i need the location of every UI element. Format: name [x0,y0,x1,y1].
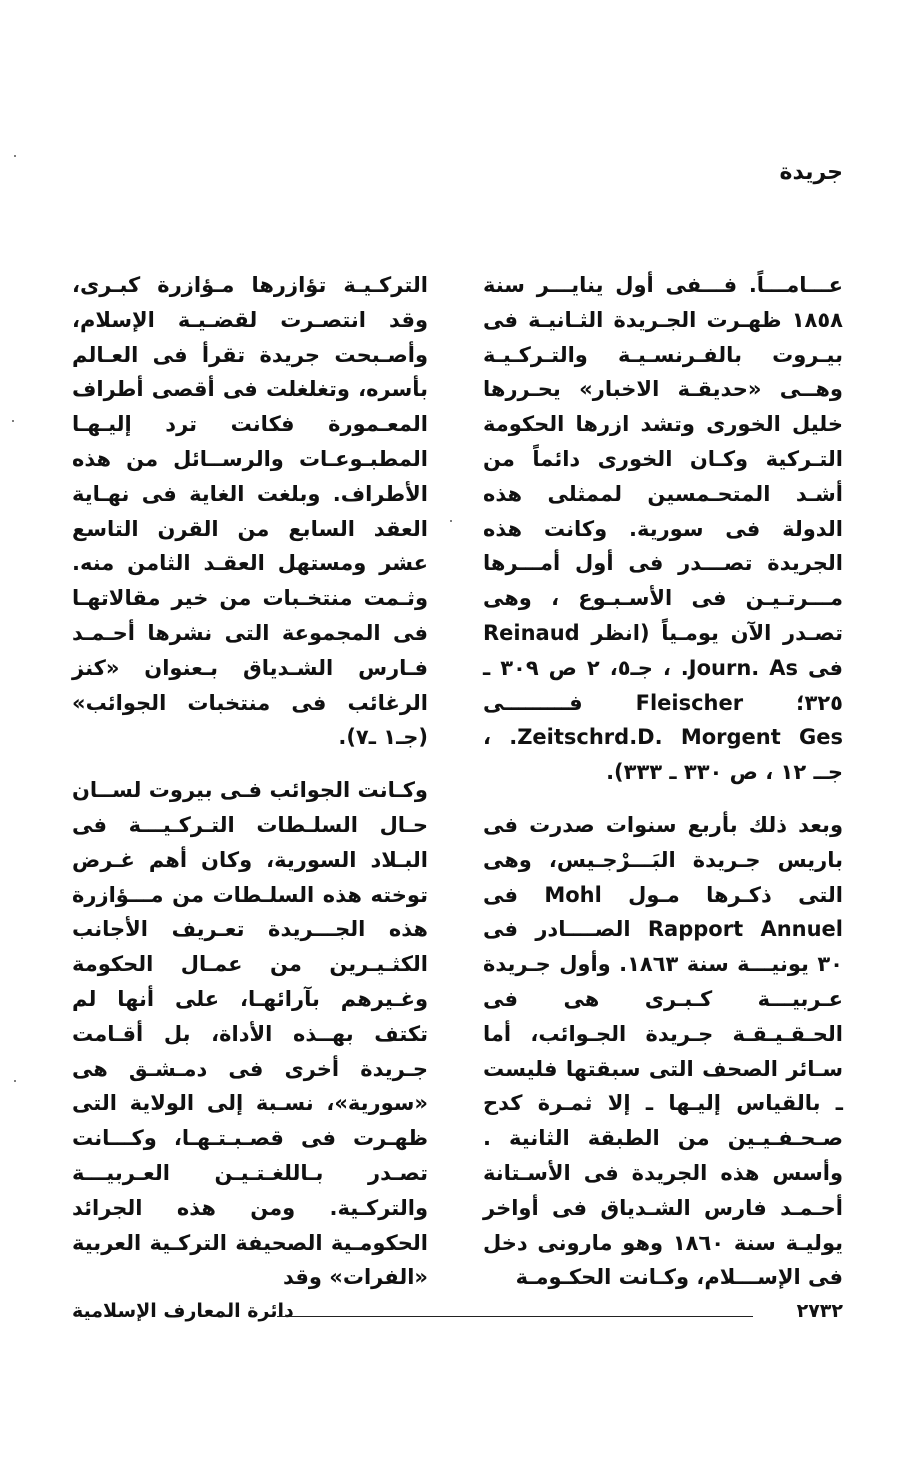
paragraph-right-1: عـــامـــاً. فـــفی أول ينايـــر سنة ١٨٥٨ ظهـرت الجـريدة الثـانيـة فی بيـروت بالفـرنسـيـة والتـركـيـة وهــی «حديقـة الاخبار» يحـررها خليل الخوری وتشد ازرها الحكومة التـركية وكـان الخوری دائماً من أشـد المتحـمسين لممثلی هذه الدولة فی سورية. وكانت هذه الجريدة تصـــدر فی أول أمـــرها مـــرتـيـن فی الأسـبـوع ، وهی تصـدر الآن يومـياً (انظر Reinaud فی Journ. As. ، جـ٥، ٢ ص ٣٠٩ ـ ٣٢٥؛ Fleischer فـــــــــی Zeitschrd.D. Morgent Ges. ، جــ ١٢ ، ص ٣٣٠ ـ ٣٣٣). [483,273,844,785]
running-header-title: جريدة [779,160,843,185]
paragraph-left-1: التركـيـة تؤازرها مـؤازرة كبـرى، وقد انتصـرت لقضـيـة الإسلام، وأصـبحت جريدة تقرأ فی العـالم بأسره، وتغلغلت فی أقصی أطراف المعـمورة فكانت ترد إليـهـا المطبـوعـات والرســائل من هذه الأطراف. وبلغت الغاية فی نهـاية العقد السابع من القرن التاسع عشر ومستهل العقـد الثامن منه. وثـمت منتخـبات من خير مقالاتهـا فی المجموعة التی نشرها أحـمـد فـارس الشـدياق بـعنوان «كنز الرغائب فی منتخبات الجوائب» (جـ١ ـ٧). [72,273,428,750]
footer-divider-line [277,1316,753,1317]
scan-speck [12,420,14,422]
paragraph-left-2: وكـانت الجوائب فـی بيروت لســان حـال السلـطات التـركـيـــة فی البـلاد السورية، وكان أهم غـرض توخته هذه السلـطات من مـــؤازرة هذه الجـــريدة تعـريف الأجانب الكثـيـرين من عمـال الحكومة وغـيرهم بآرائهـا، على أنها لم تكتف بهــذه الأداة، بل أقـامت جـريدة أخری فی دمـشـق هی «سورية»، نسـبة إلى الولاية التی ظهـرت فی قصـبـتـهـا، وكـــانت تصـدر بـاللغـتـيـن العـربيـــة والتركـية. ومن هذه الجرائد الحكومـية الصحيفة التركـية العربية «الفرات» وقد [72,778,428,1290]
column-left [72,268,428,1295]
footer-page-number: ٢٧٣٢ [796,1300,843,1322]
scan-speck [14,155,16,157]
footer-encyclopedia-title: دائرة المعارف الإسلامية [72,1300,294,1322]
paragraph-right-2: وبعد ذلك بأربع سنوات صدرت فی باريس جـريدة البَـــرْجـيس، وهی التی ذكـرها مـول Mohl فی Rapport Annuel الصــــادر فی ٣٠ يونيـــة سنة ١٨٦٣. وأول جـريدة عـربيـــة كـبـرى هی فی الحـقـيـقـة جـريدة الجـوائب، أما سـائر الصحف التی سبقتها فليست ـ بالقياس إليـها ـ إلا ثمـرة كدح صـحـفـيـين من الطبقة الثانية . وأسس هذه الجريدة فی الأسـتانة أحـمـد فارس الشـدياق فی أواخر يوليـة سنة ١٨٦٠ وهو مارونی دخل فی الإســـلام، وكـانت الحكـومـة [483,812,843,1290]
column-right [483,268,843,1295]
scan-speck [450,520,452,522]
scan-speck [14,1080,16,1082]
page-footer [72,1300,843,1330]
